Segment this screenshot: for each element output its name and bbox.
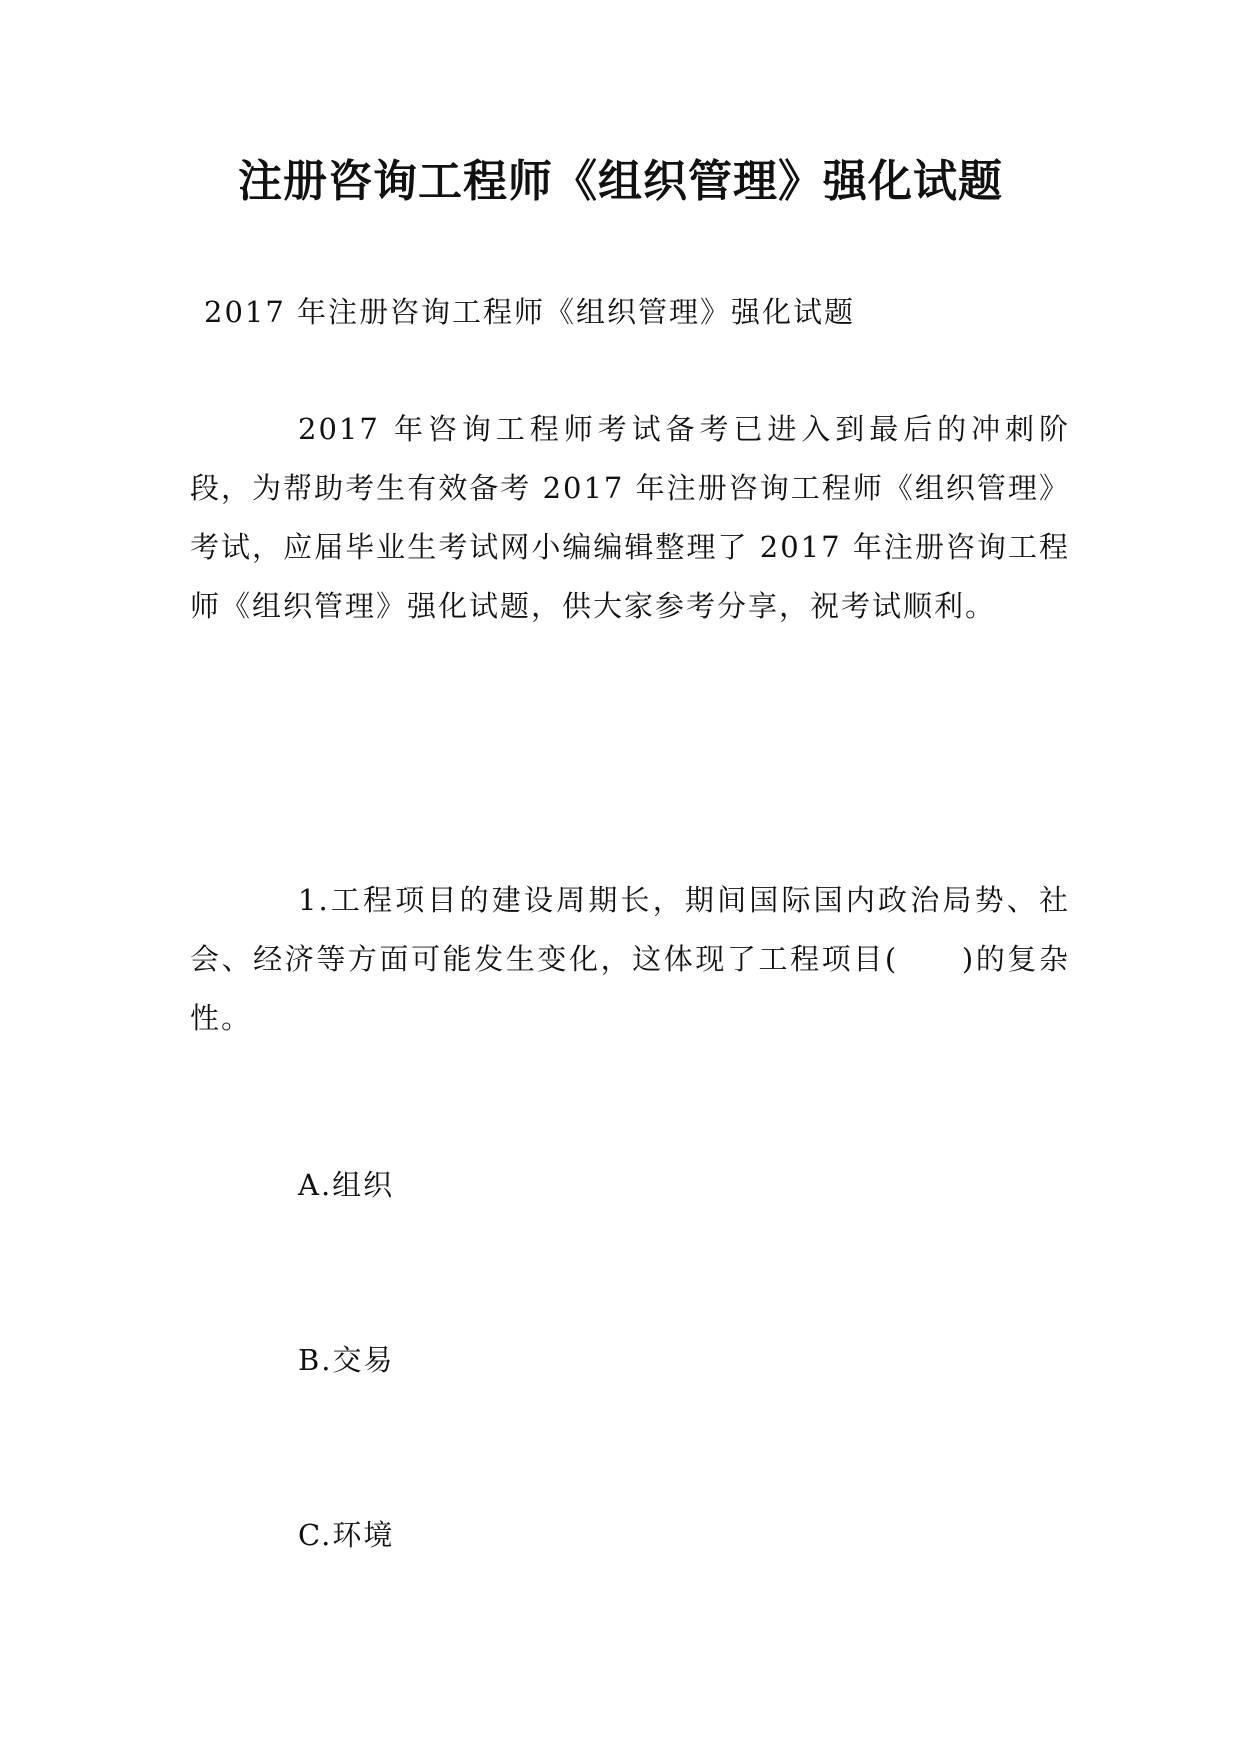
option-c: C.环境 xyxy=(298,1518,395,1552)
document-title: 注册咨询工程师《组织管理》强化试题 xyxy=(238,156,1003,207)
option-b: B.交易 xyxy=(298,1343,395,1377)
option-a: A.组织 xyxy=(298,1168,395,1202)
question-text: 1.工程项目的建设周期长，期间国际国内政治局势、社会、经济等方面可能发生变化，这体现了工程项目( )的复杂性。 xyxy=(190,883,1070,1035)
intro-paragraph: 2017 年咨询工程师考试备考已进入到最后的冲刺阶段，为帮助考生有效备考 2017 年注册咨询工程师《组织管理》考试，应届毕业生考试网小编编辑整理了 2017 年注册咨询工程师《组织管理》强化试题，供大家参考分享，祝考试顺利。 xyxy=(190,412,1070,623)
document-subtitle: 2017 年注册咨询工程师《组织管理》强化试题 xyxy=(204,295,856,329)
